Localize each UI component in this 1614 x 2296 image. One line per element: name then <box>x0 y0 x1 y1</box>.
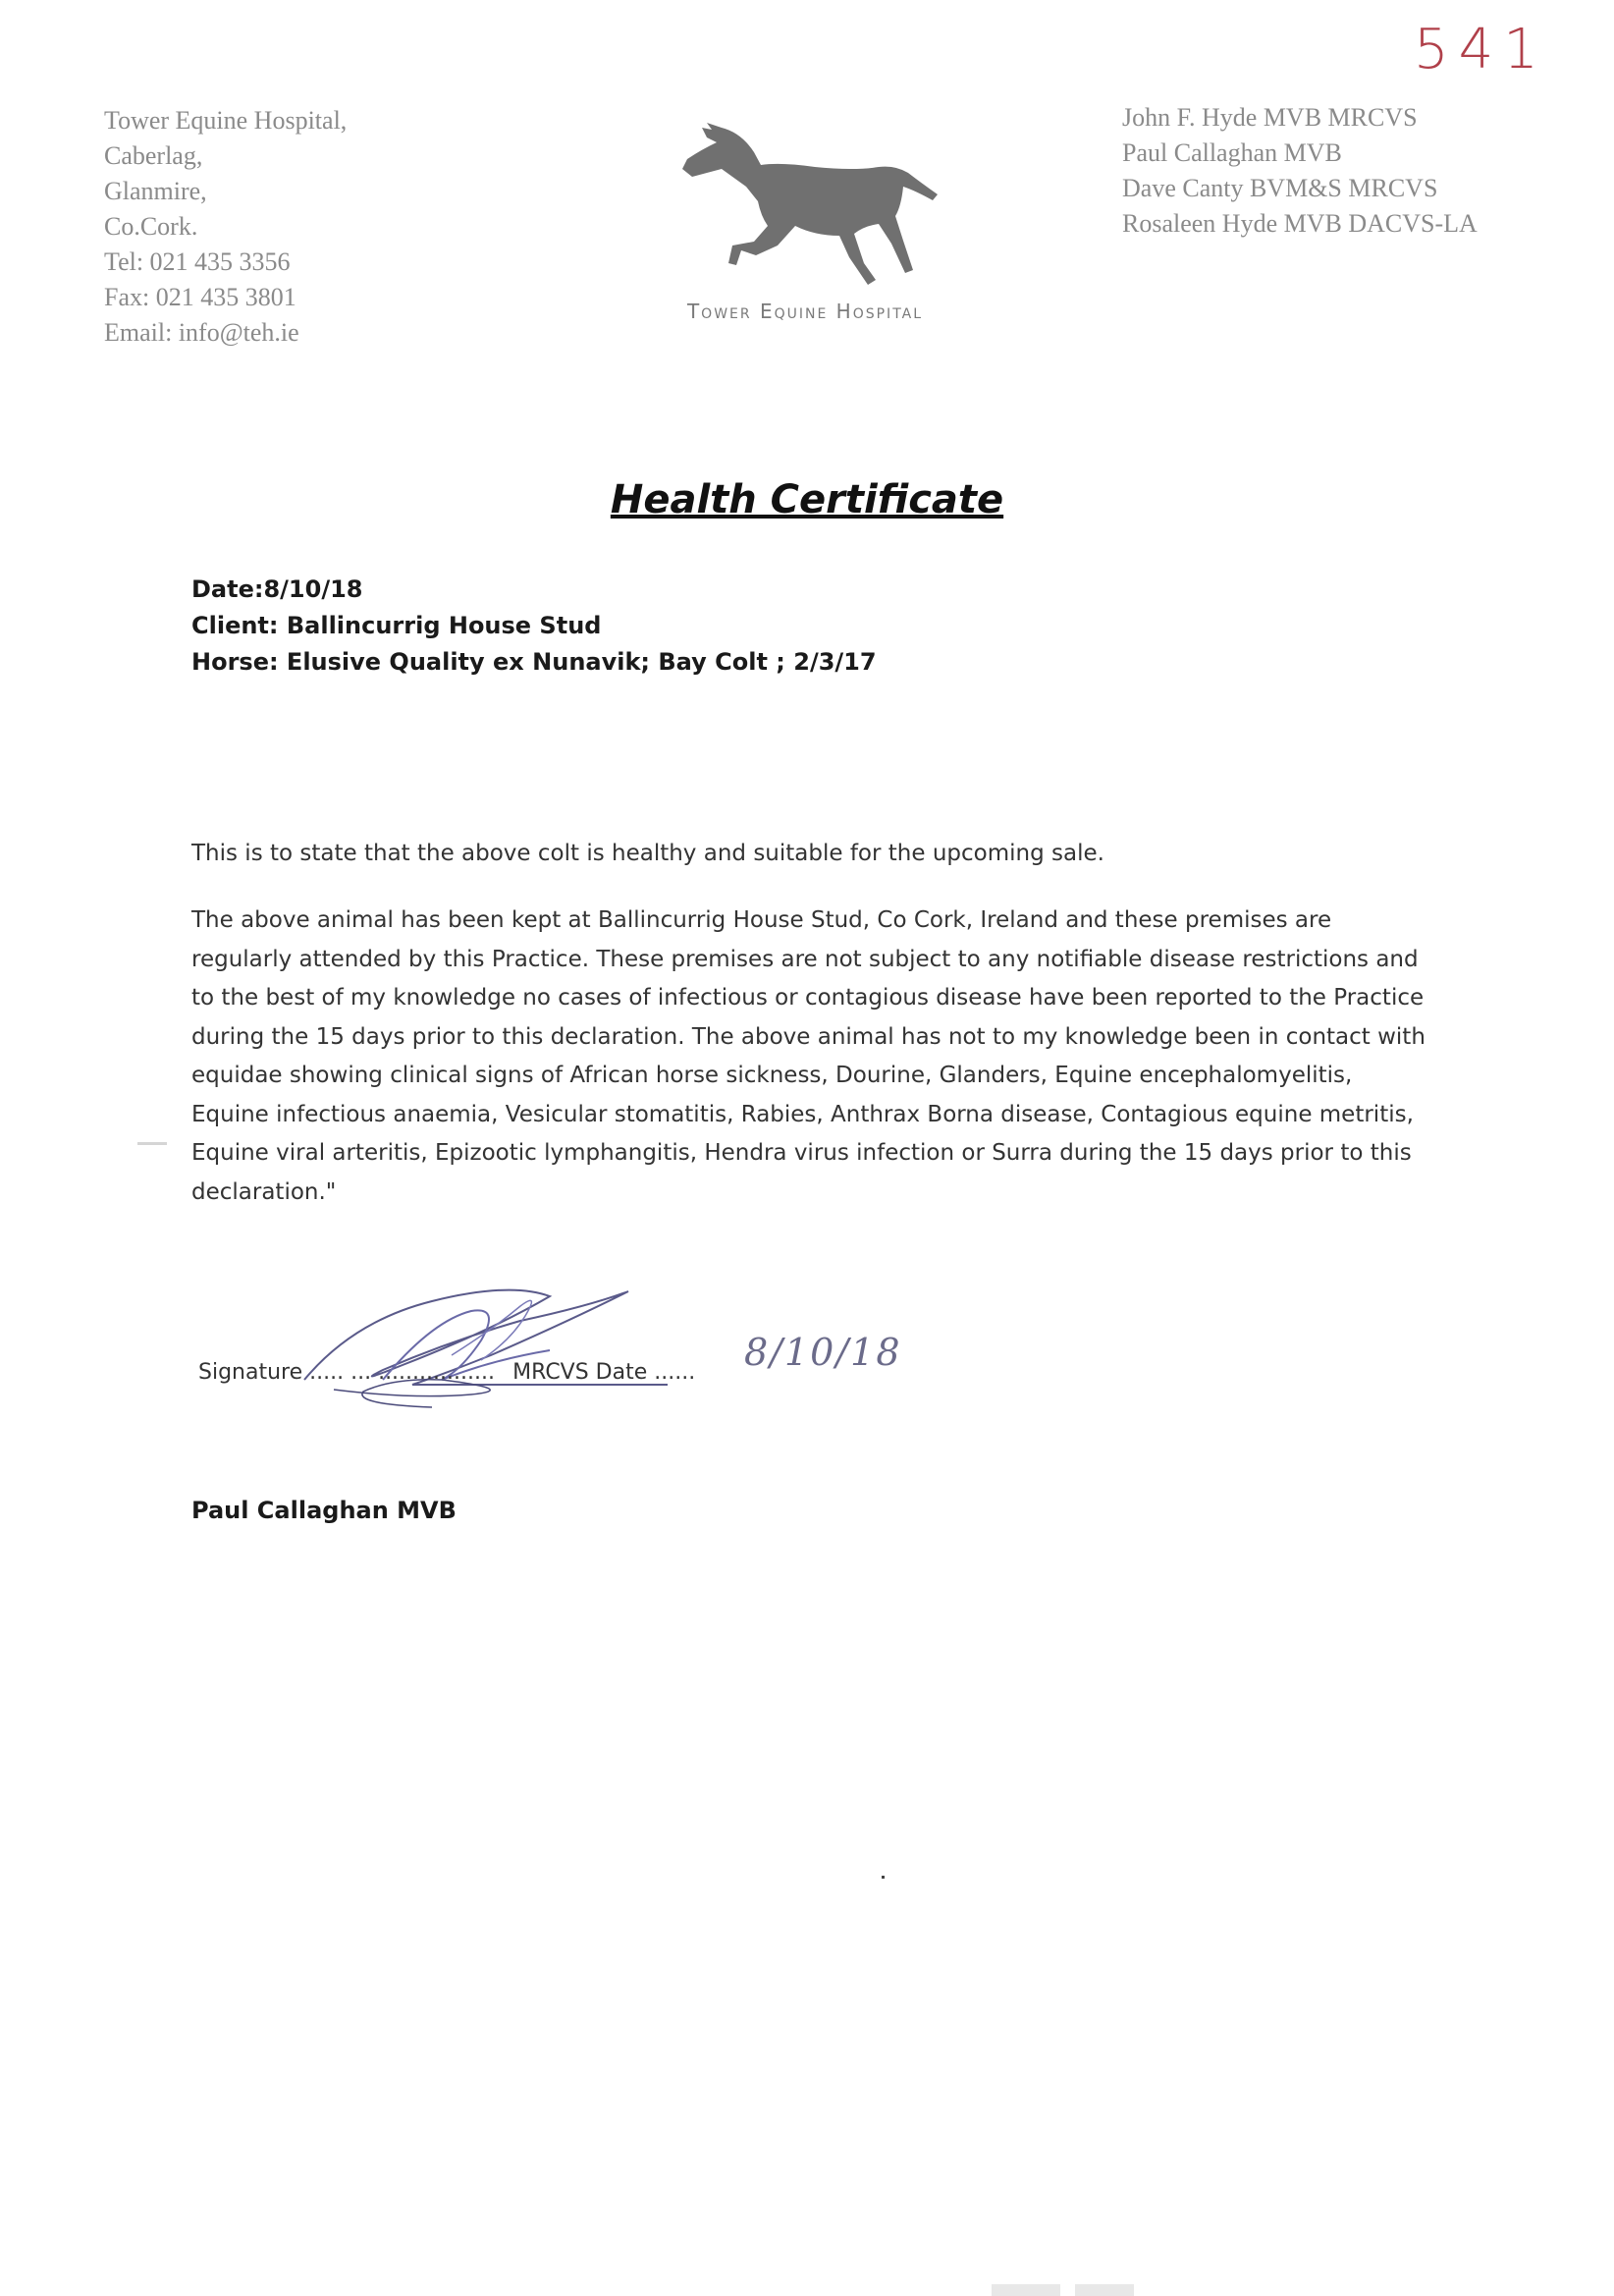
hospital-name: Tower Equine Hospital, <box>104 106 348 135</box>
vet-name: John F. Hyde MVB MRCVS <box>1122 103 1418 132</box>
hospital-email: Email: info@teh.ie <box>104 318 299 347</box>
certificate-date: Date:8/10/18 <box>191 575 363 603</box>
address-line: Co.Cork. <box>104 212 198 241</box>
vet-name: Rosaleen Hyde MVB DACVS-LA <box>1122 209 1478 238</box>
mrcvs-date-label: MRCVS Date ...... <box>512 1360 696 1385</box>
address-line: Caberlag, <box>104 141 203 170</box>
scan-marks <box>992 2284 1139 2296</box>
vet-name: Paul Callaghan MVB <box>1122 138 1342 167</box>
hospital-logo <box>628 108 982 334</box>
vet-name: Dave Canty BVM&S MRCVS <box>1122 174 1438 202</box>
certificate-title: Health Certificate <box>610 477 1004 522</box>
scan-speck <box>137 1142 167 1145</box>
signature-dots: ..... ... ................. <box>309 1360 495 1385</box>
scan-speck <box>882 1876 885 1879</box>
logo-text: Tower Equine Hospital <box>686 300 924 323</box>
signature-line <box>198 1360 695 1385</box>
hospital-fax: Fax: 021 435 3801 <box>104 283 296 311</box>
page-number: 541 <box>1414 18 1548 82</box>
signature-label: Signature <box>198 1360 303 1385</box>
health-statement: This is to state that the above colt is healthy and suitable for the upcoming sale. <box>191 841 1104 866</box>
certificate-meta <box>191 572 877 681</box>
certificate-horse: Horse: Elusive Quality ex Nunavik; Bay Colt ; 2/3/17 <box>191 648 877 676</box>
certificate-client: Client: Ballincurrig House Stud <box>191 612 602 639</box>
address-line: Glanmire, <box>104 177 207 205</box>
disease-declaration: The above animal has been kept at Ballincurrig House Stud, Co Cork, Ireland and these premises are regularly attended by this Practice. These premises are not subject to any notifiable disease restrictions and to the best of my knowledge no cases of infectious or contagious disease have been reported to the Practice during the 15 days prior to this declaration. The above animal has not to my knowledge been in contact with equidae showing clinical signs of African horse sickness, Dourine, Glanders, Equine encephalomyelitis, Equine infectious anaemia, Vesicular stomatitis, Rabies, Anthrax Borna disease, Contagious equine metritis, Equine viral arteritis, Epizootic lymphangitis, Hendra virus infection or Surra during the 15 days prior to this declaration." <box>191 907 1426 1205</box>
hospital-address <box>104 103 347 351</box>
signatory-name: Paul Callaghan MVB <box>191 1497 457 1524</box>
horse-icon <box>668 108 942 295</box>
handwritten-date: 8/10/18 <box>744 1331 902 1374</box>
vets-list <box>1122 100 1478 242</box>
signature-scribble <box>295 1262 668 1409</box>
hospital-tel: Tel: 021 435 3356 <box>104 247 291 276</box>
